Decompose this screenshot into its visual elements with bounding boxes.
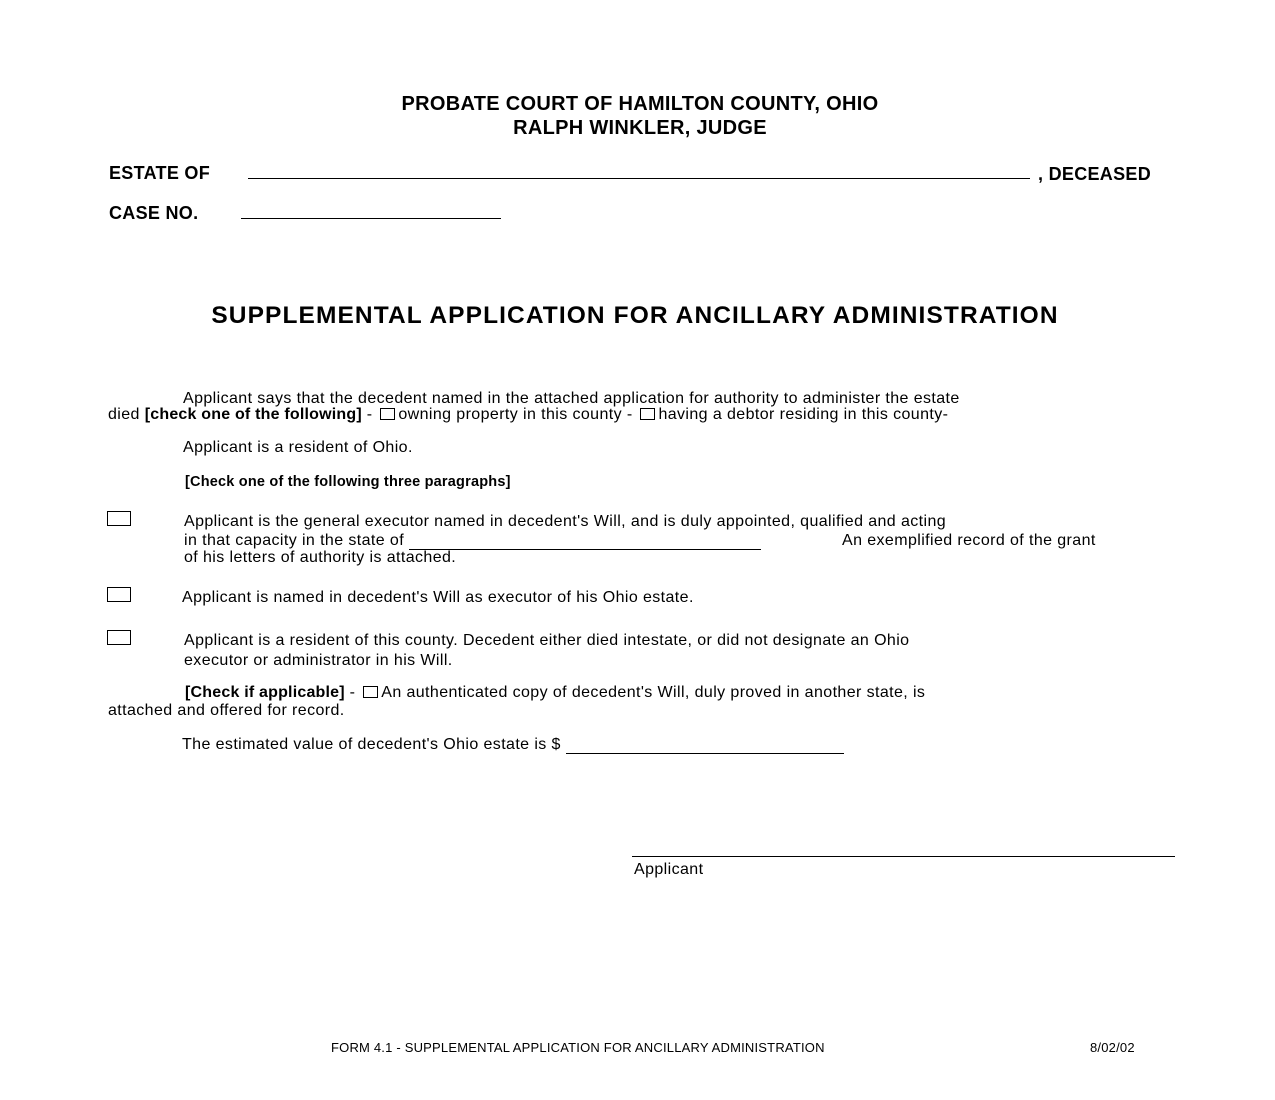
estate-name-field[interactable] bbox=[248, 178, 1030, 179]
applicant-signature-field[interactable] bbox=[632, 856, 1175, 857]
judge-name: RALPH WINKLER, JUDGE bbox=[513, 117, 767, 139]
estimated-value-field[interactable] bbox=[566, 740, 844, 754]
para3-line-1: Applicant is a resident of this county. Decedent either died intestate, or did not designate an Ohio bbox=[184, 632, 910, 649]
executor-state-field[interactable] bbox=[409, 536, 761, 550]
form-footer-date: 8/02/02 bbox=[1090, 1040, 1135, 1055]
document-title: SUPPLEMENTAL APPLICATION FOR ANCILLARY ADMINISTRATION bbox=[211, 302, 1059, 329]
debtor-residing-label: having a debtor residing in this county- bbox=[658, 406, 949, 423]
para1-state-text: in that capacity in the state of bbox=[184, 532, 405, 549]
authenticated-will-text: An authenticated copy of decedent's Will, duly proved in another state, is bbox=[381, 684, 926, 701]
resident-statement: Applicant is a resident of Ohio. bbox=[183, 439, 413, 456]
para3-line-2: executor or administrator in his Will. bbox=[184, 652, 453, 669]
para2-text: Applicant is named in decedent's Will as executor of his Ohio estate. bbox=[182, 589, 694, 606]
applicant-signature-label: Applicant bbox=[634, 861, 704, 878]
owning-property-label: owning property in this county - bbox=[398, 406, 633, 423]
deceased-label: , DECEASED bbox=[1038, 164, 1152, 184]
para1-line-1: Applicant is the general executor named in decedent's Will, and is duly appointed, qualified and acting bbox=[184, 513, 947, 530]
owning-property-checkbox[interactable] bbox=[380, 408, 395, 420]
died-text: died bbox=[108, 406, 140, 423]
case-no-field[interactable] bbox=[241, 218, 501, 219]
check-if-applicable-instruction: [Check if applicable] bbox=[185, 684, 345, 701]
estimated-value-label: The estimated value of decedent's Ohio estate is $ bbox=[182, 736, 561, 753]
form-footer-title: FORM 4.1 - SUPPLEMENTAL APPLICATION FOR ANCILLARY ADMINISTRATION bbox=[331, 1040, 825, 1055]
dash: - bbox=[366, 406, 373, 423]
county-resident-checkbox[interactable] bbox=[107, 630, 131, 645]
intro-line-2 bbox=[108, 406, 948, 424]
check-one-instruction: [check one of the following] bbox=[144, 406, 362, 423]
estate-label: ESTATE OF bbox=[109, 163, 211, 183]
estimated-value-row bbox=[182, 736, 844, 754]
para1-exemplified-text: An exemplified record of the grant bbox=[842, 532, 1096, 549]
dash: - bbox=[349, 684, 356, 701]
para1-line-3: of his letters of authority is attached. bbox=[184, 549, 457, 566]
debtor-residing-checkbox[interactable] bbox=[640, 408, 655, 420]
authenticated-will-checkbox[interactable] bbox=[363, 686, 378, 698]
para1-line-2 bbox=[184, 532, 761, 550]
check-three-instruction: [Check one of the following three paragraphs] bbox=[185, 474, 511, 490]
named-executor-checkbox[interactable] bbox=[107, 587, 131, 602]
court-name: PROBATE COURT OF HAMILTON COUNTY, OHIO bbox=[401, 93, 879, 115]
applicable-line-2: attached and offered for record. bbox=[108, 702, 345, 719]
case-no-label: CASE NO. bbox=[109, 203, 199, 223]
intro-line-1: Applicant says that the decedent named in the attached application for authority to administer the estate bbox=[183, 390, 960, 407]
general-executor-checkbox[interactable] bbox=[107, 511, 131, 526]
applicable-line-1 bbox=[185, 684, 925, 702]
